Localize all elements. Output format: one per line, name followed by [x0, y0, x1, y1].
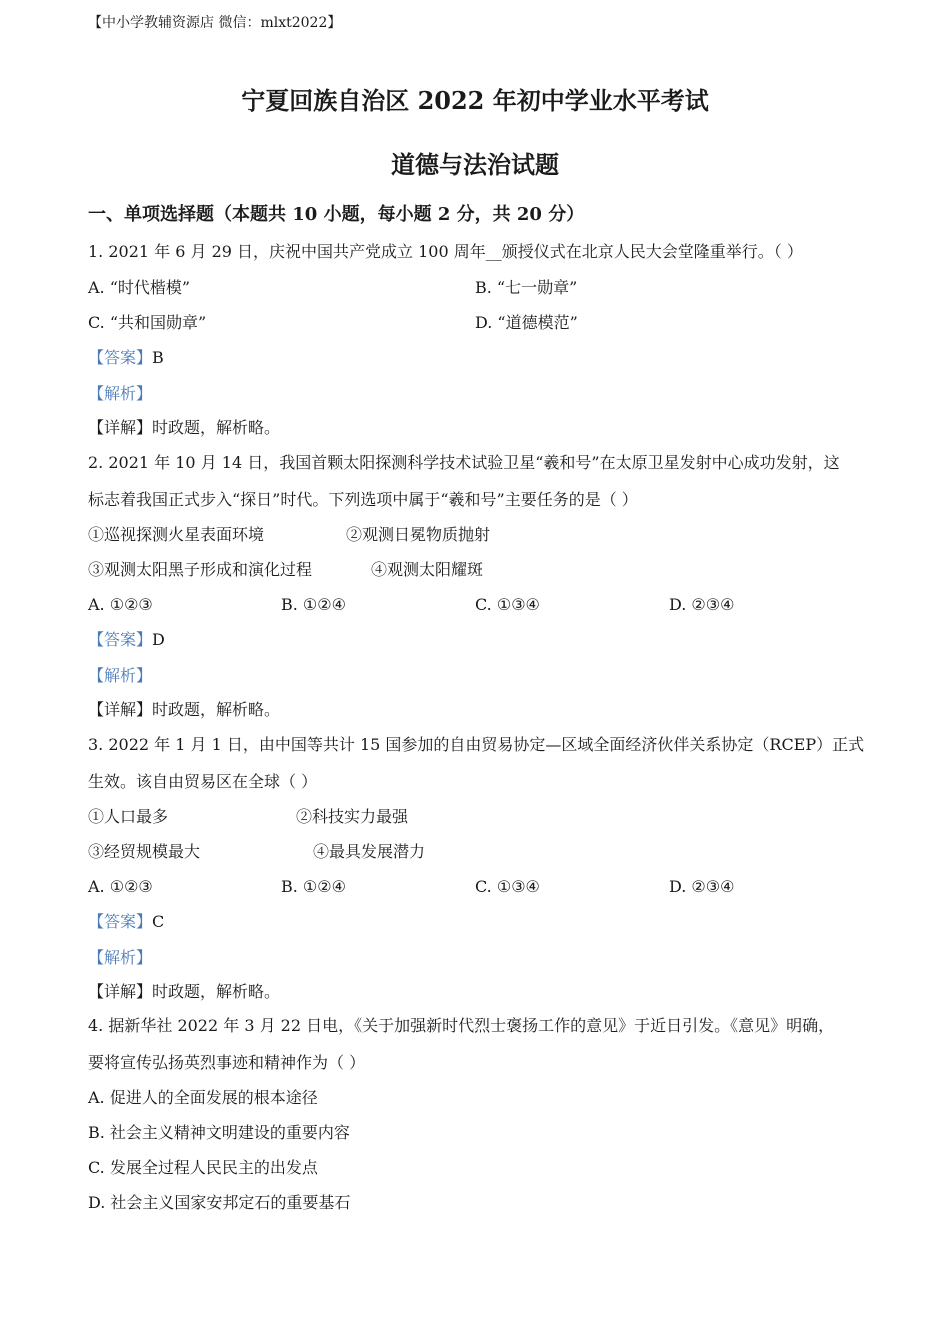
detail-label: 【详解】: [88, 700, 153, 719]
page-subtitle: 道德与法治试题: [391, 150, 559, 179]
analysis-label: 【解析】: [88, 384, 153, 403]
detail-line: [88, 982, 280, 1002]
detail-line: [88, 418, 280, 438]
answer-label: 【答案】: [88, 912, 153, 931]
statement-item: ②观测日冕物质抛射: [346, 525, 491, 544]
option-c: C. 发展全过程人民民主的出发点: [88, 1158, 318, 1177]
detail-text: 时政题，解析略。: [152, 418, 281, 437]
question-stem: 生效。该自由贸易区在全球（ ）: [88, 772, 318, 791]
question-stem: 2. 2021 年 10 月 14 日，我国首颗太阳探测科学技术试验卫星“羲和号”在太原卫星发射中心成功发射，这: [88, 453, 840, 472]
option-d: D. 社会主义国家安邦定石的重要基石: [88, 1193, 351, 1212]
detail-text: 时政题，解析略。: [152, 982, 281, 1001]
option-d: D. “道德模范”: [475, 313, 578, 332]
option-c: C. “共和国勋章”: [88, 313, 207, 332]
analysis-label: 【解析】: [88, 666, 153, 685]
detail-label: 【详解】: [88, 982, 153, 1001]
statement-item: ②科技实力最强: [296, 807, 409, 826]
answer-value: C: [152, 912, 165, 931]
question-stem: 3. 2022 年 1 月 1 日，由中国等共计 15 国参加的自由贸易协定—区域全面经济伙伴关系协定（RCEP）正式: [88, 735, 865, 754]
header-watermark: 【中小学教辅资源店 微信：mlxt2022】: [88, 15, 342, 31]
statement-item: ①巡视探测火星表面环境: [88, 525, 265, 544]
option-c: C. ①③④: [475, 877, 540, 896]
question-stem: 标志着我国正式步入“探日”时代。下列选项中属于“羲和号”主要任务的是（ ）: [88, 490, 638, 509]
answer-value: D: [152, 630, 165, 649]
answer-line: [88, 630, 165, 650]
option-a: A. ①②③: [88, 877, 153, 896]
answer-value: B: [152, 348, 164, 367]
answer-label: 【答案】: [88, 348, 153, 367]
statement-item: ①人口最多: [88, 807, 169, 826]
option-a: A. ①②③: [88, 595, 153, 614]
question-stem: 要将宣传弘扬英烈事迹和精神作为（ ）: [88, 1053, 366, 1072]
page-title: 宁夏回族自治区 2022 年初中学业水平考试: [241, 86, 709, 115]
statement-item: ④最具发展潜力: [313, 842, 426, 861]
option-a: A. “时代楷模”: [88, 278, 191, 297]
analysis-label: 【解析】: [88, 948, 153, 967]
question-stem: 1. 2021 年 6 月 29 日，庆祝中国共产党成立 100 周年__颁授仪式在北京人民大会堂隆重举行。（ ）: [88, 242, 803, 261]
detail-text: 时政题，解析略。: [152, 700, 281, 719]
option-b: B. “七一勋章”: [475, 278, 578, 297]
option-b: B. ①②④: [281, 877, 346, 896]
section-heading: 一、单项选择题（本题共 10 小题，每小题 2 分，共 20 分）: [88, 204, 585, 225]
detail-line: [88, 700, 280, 720]
question-stem: 4. 据新华社 2022 年 3 月 22 日电，《关于加强新时代烈士褒扬工作的意见》于近日引发。《意见》明确，: [88, 1016, 835, 1035]
statement-item: ③经贸规模最大: [88, 842, 201, 861]
option-c: C. ①③④: [475, 595, 540, 614]
statement-item: ③观测太阳黑子形成和演化过程: [88, 560, 313, 579]
option-a: A. 促进人的全面发展的根本途径: [88, 1088, 318, 1107]
answer-line: [88, 348, 164, 368]
statement-item: ④观测太阳耀斑: [371, 560, 484, 579]
option-b: B. 社会主义精神文明建设的重要内容: [88, 1123, 350, 1142]
answer-line: [88, 912, 164, 932]
detail-label: 【详解】: [88, 418, 153, 437]
option-d: D. ②③④: [669, 595, 735, 614]
option-b: B. ①②④: [281, 595, 346, 614]
answer-label: 【答案】: [88, 630, 153, 649]
option-d: D. ②③④: [669, 877, 735, 896]
